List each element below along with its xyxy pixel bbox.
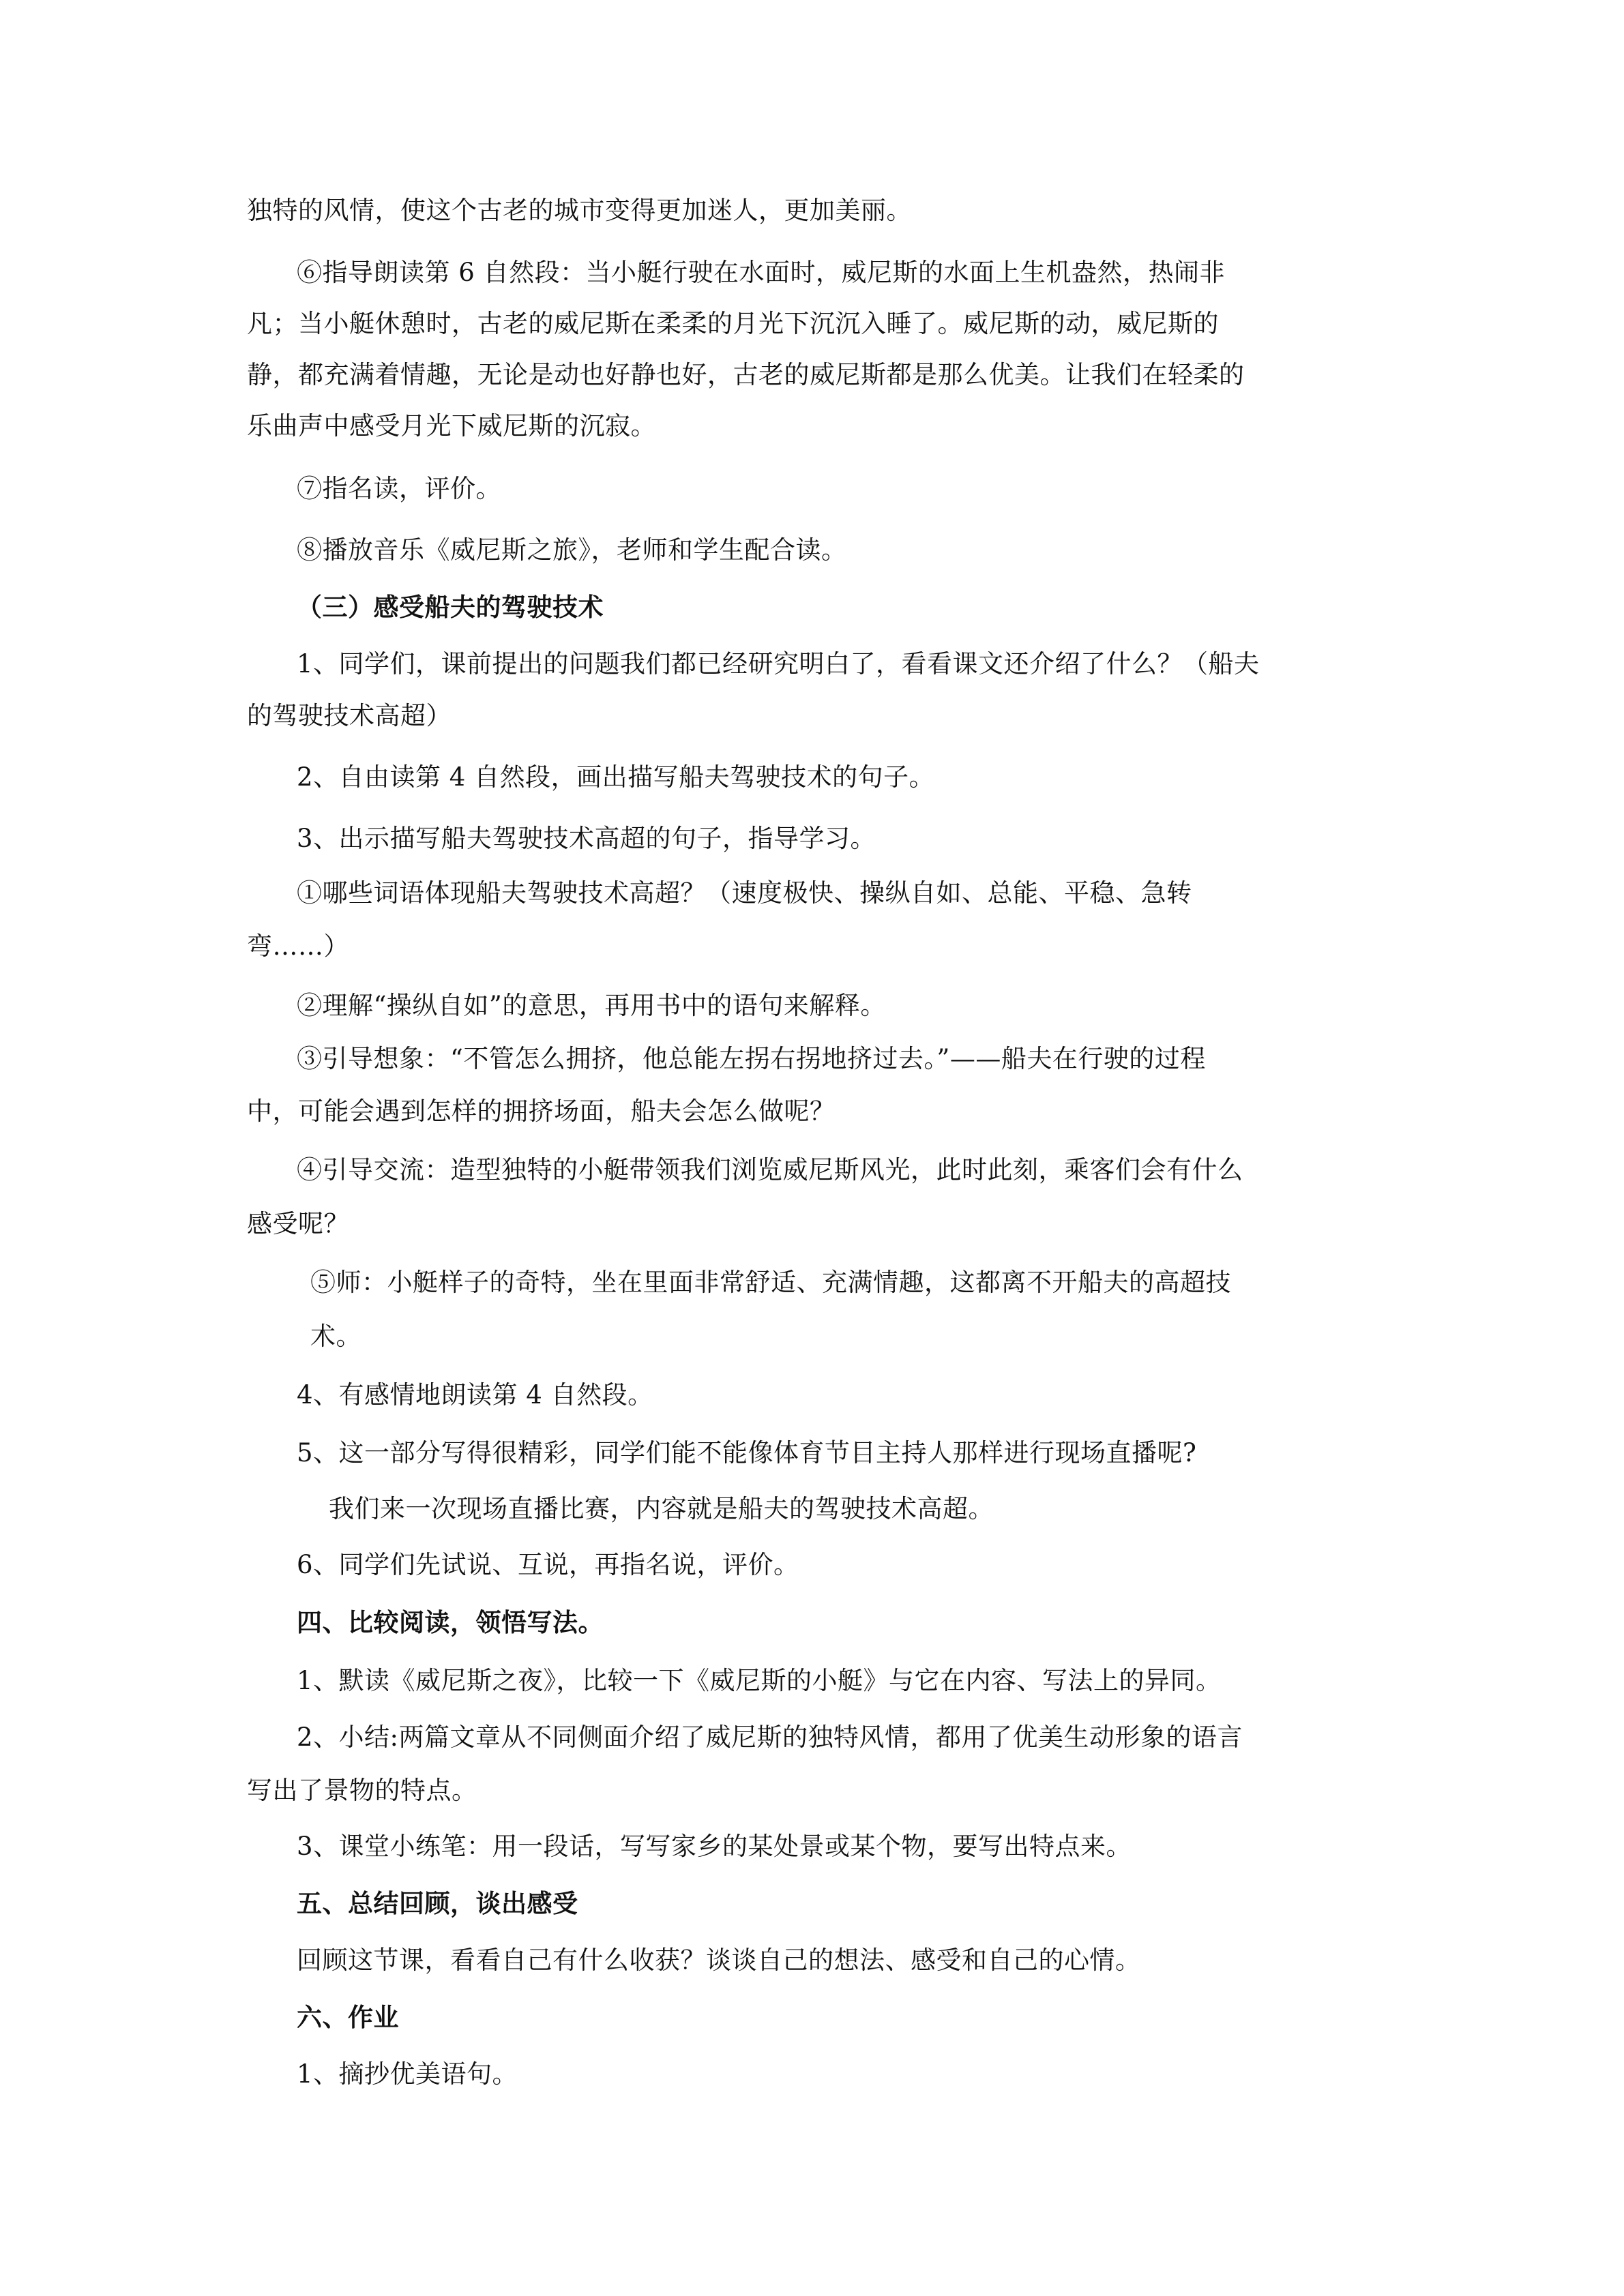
- text-line: 写出了景物的特点。: [247, 1776, 477, 1805]
- text-line: 1、默读《威尼斯之夜》，比较一下《威尼斯的小艇》与它在内容、写法上的异同。: [297, 1666, 1222, 1695]
- section-heading: （三）感受船夫的驾驶技术: [297, 592, 604, 622]
- text-line: 中，可能会遇到怎样的拥挤场面，船夫会怎么做呢？: [247, 1097, 836, 1126]
- text-line: 3、出示描写船夫驾驶技术高超的句子，指导学习。: [297, 824, 876, 853]
- text-line: 1、摘抄优美语句。: [297, 2059, 518, 2089]
- text-line: ③引导想象：“不管怎么拥挤，他总能左拐右拐地挤过去。”——船夫在行驶的过程: [297, 1044, 1206, 1073]
- text-line: 的驾驶技术高超）: [247, 701, 452, 730]
- text-line: ②理解“操纵自如”的意思，再用书中的语句来解释。: [297, 991, 886, 1020]
- text-line: 4、有感情地朗读第 4 自然段。: [297, 1380, 653, 1410]
- text-line: 2、自由读第 4 自然段，画出描写船夫驾驶技术的句子。: [297, 762, 935, 792]
- text-line: 6、同学们先试说、互说，再指名说，评价。: [297, 1550, 799, 1579]
- text-line: 静，都充满着情趣，无论是动也好静也好，古老的威尼斯都是那么优美。让我们在轻柔的: [247, 360, 1245, 389]
- section-heading: 四、比较阅读，领悟写法。: [297, 1607, 604, 1637]
- text-line: 2、小结:两篇文章从不同侧面介绍了威尼斯的独特风情，都用了优美生动形象的语言: [297, 1723, 1243, 1752]
- text-line: 回顾这节课，看看自己有什么收获？谈谈自己的想法、感受和自己的心情。: [297, 1945, 1141, 1975]
- text-line: 凡；当小艇休憩时，古老的威尼斯在柔柔的月光下沉沉入睡了。威尼斯的动，威尼斯的: [247, 309, 1219, 338]
- text-line: ①哪些词语体现船夫驾驶技术高超？（速度极快、操纵自如、总能、平稳、急转: [297, 878, 1192, 908]
- text-line: 我们来一次现场直播比赛，内容就是船夫的驾驶技术高超。: [329, 1494, 994, 1523]
- text-line: ⑥指导朗读第 6 自然段：当小艇行驶在水面时，威尼斯的水面上生机盎然，热闹非: [297, 258, 1226, 287]
- section-heading: 五、总结回顾，谈出感受: [297, 1888, 578, 1918]
- text-line: 感受呢？: [247, 1209, 349, 1238]
- text-line: 5、这一部分写得很精彩，同学们能不能像体育节目主持人那样进行现场直播呢?: [297, 1438, 1197, 1467]
- text-line: 3、课堂小练笔：用一段话，写写家乡的某处景或某个物，要写出特点来。: [297, 1832, 1132, 1861]
- section-heading: 六、作业: [297, 2002, 399, 2032]
- text-line: 独特的风情，使这个古老的城市变得更加迷人，更加美丽。: [247, 196, 912, 225]
- text-line: ⑧播放音乐《威尼斯之旅》，老师和学生配合读。: [297, 535, 847, 565]
- text-line: 1、同学们，课前提出的问题我们都已经研究明白了，看看课文还介绍了什么？（船夫: [297, 649, 1260, 679]
- text-line: 弯……）: [247, 931, 349, 961]
- text-line: 术。: [310, 1322, 361, 1351]
- text-line: ④引导交流：造型独特的小艇带领我们浏览威尼斯风光，此时此刻，乘客们会有什么: [297, 1155, 1243, 1184]
- text-line: 乐曲声中感受月光下威尼斯的沉寂。: [247, 411, 656, 441]
- text-line: ⑤师：小艇样子的奇特，坐在里面非常舒适、充满情趣，这都离不开船夫的高超技: [310, 1268, 1231, 1297]
- text-line: ⑦指名读，评价。: [297, 474, 501, 503]
